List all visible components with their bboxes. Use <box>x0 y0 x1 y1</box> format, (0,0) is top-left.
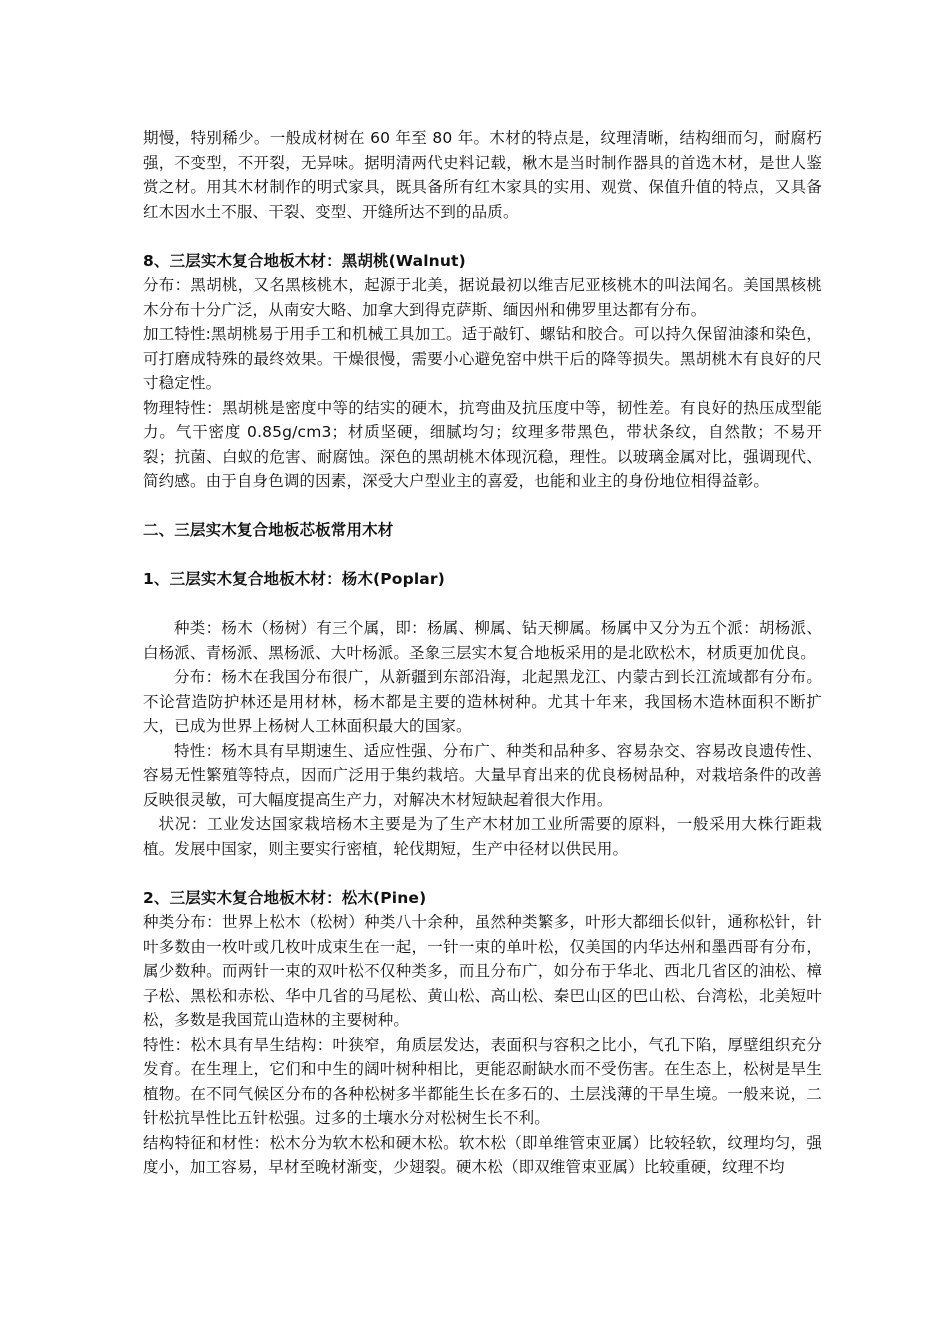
spacer <box>143 494 822 519</box>
spacer <box>143 861 822 886</box>
walnut-processing: 加工特性:黑胡桃易于用手工和机械工具加工。适于敲钉、螺钻和胶合。可以持久保留油漆和染色，可打磨成特殊的最终效果。干燥很慢，需要小心避免窑中烘干后的降等损失。黑胡桃木有良好的尺寸稳定性。 <box>143 325 822 392</box>
pine-heading: 2、三层实木复合地板木材：松木(Pine) <box>143 888 427 907</box>
intro-paragraph: 期慢，特别稀少。一般成材树在 60 年至 80 年。木材的特点是，纹理清晰，结构细而匀，耐腐朽强，不变型，不开裂，无异味。据明清两代史料记载，楸木是当时制作器具的首选木材，是世人鉴赏之材。用其木材制作的明式家具，既具备所有红木家具的实用、观赏、保值升值的特点，又具备红木因水土不服、干裂、变型、开缝所达不到的品质。 <box>143 129 822 221</box>
pine-traits: 特性：松木具有旱生结构：叶狭窄，角质层发达，表面积与容积之比小，气孔下陷，厚壁组织充分发育。在生理上，它们和中生的阔叶树种相比，更能忍耐缺水而不受伤害。在生态上，松树是旱生植物。在不同气候区分布的各种松树多半都能生长在多石的、土层浅薄的干旱生境。一般来说，二针松抗旱性比五针松强。过多的土壤水分对松树生长不利。 <box>143 1035 822 1127</box>
poplar-species: 种类：杨木（杨树）有三个属，即：杨属、柳属、钻天柳属。杨属中又分为五个派：胡杨派、白杨派、青杨派、黑杨派、大叶杨派。圣象三层实木复合地板采用的是北欧松木，材质更加优良。 <box>143 619 822 662</box>
walnut-distribution: 分布：黑胡桃，又名黑核桃木，起源于北美，据说最初以维吉尼亚核桃木的叫法闻名。美国黑核桃木分布十分广泛，从南安大略、加拿大到得克萨斯、缅因州和佛罗里达都有分布。 <box>143 276 822 319</box>
pine-structure: 结构特征和材性：松木分为软木松和硬木松。软木松（即单维管束亚属）比较轻软，纹理均匀，强度小，加工容易，早材至晚材渐变，少翅裂。硬木松（即双维管束亚属）比较重硬，纹理不均 <box>143 1133 822 1176</box>
spacer <box>143 592 822 617</box>
section2-heading: 二、三层实木复合地板芯板常用木材 <box>143 521 394 539</box>
poplar-heading: 1、三层实木复合地板木材：杨木(Poplar) <box>143 570 445 588</box>
walnut-physical: 物理特性：黑胡桃是密度中等的结实的硬木，抗弯曲及抗压度中等，韧性差。有良好的热压成型能力。气干密度 0.85g/cm3；材质坚硬，细腻均匀；纹理多带黑色，带状条纹，自然散；不易开裂；抗菌、白蚁的危害、耐腐蚀。深色的黑胡桃木体现沉稳，理性。以玻璃金属对比，强调现代、简约感。由于自身色调的因素，深受大户型业主的喜爱，也能和业主的身份地位相得益彰。 <box>143 398 822 490</box>
spacer <box>143 224 822 249</box>
poplar-status: 状况：工业发达国家栽培杨木主要是为了生产木材加工业所需要的原料，一般采用大株行距栽植。发展中国家，则主要实行密植，轮伐期短，生产中径材以供民用。 <box>143 815 822 858</box>
pine-species: 种类分布：世界上松木（松树）种类八十余种，虽然种类繁多，叶形大都细长似针，通称松针，针叶多数由一枚叶或几枚叶成束生在一起，一针一束的单叶松，仅美国的内华达州和墨西哥有分布，属少数种。而两针一束的双叶松不仅种类多，而且分布广，如分布于华北、西北几省区的油松、樟子松、黑松和赤松、华中几省的马尾松、黄山松、高山松、秦巴山区的巴山松、台湾松，北美短叶松，多数是我国荒山造林的主要树种。 <box>143 913 822 1029</box>
poplar-traits: 特性：杨木具有早期速生、适应性强、分布广、种类和品种多、容易杂交、容易改良遗传性、容易无性繁殖等特点，因而广泛用于集约栽培。大量早育出来的优良杨树品种，对栽培条件的改善反映很灵敏，可大幅度提高生产力，对解决木材短缺起着很大作用。 <box>143 741 822 809</box>
walnut-heading: 8、三层实木复合地板木材：黑胡桃(Walnut) <box>143 251 466 270</box>
poplar-distribution: 分布：杨木在我国分布很广，从新疆到东部沿海，北起黑龙江、内蒙古到长江流域都有分布。不论营造防护林还是用材林，杨木都是主要的造林树种。尤其十年来，我国杨木造林面积不断扩大，已成为世界上杨树人工林面积最大的国家。 <box>143 668 822 735</box>
spacer <box>143 543 822 568</box>
